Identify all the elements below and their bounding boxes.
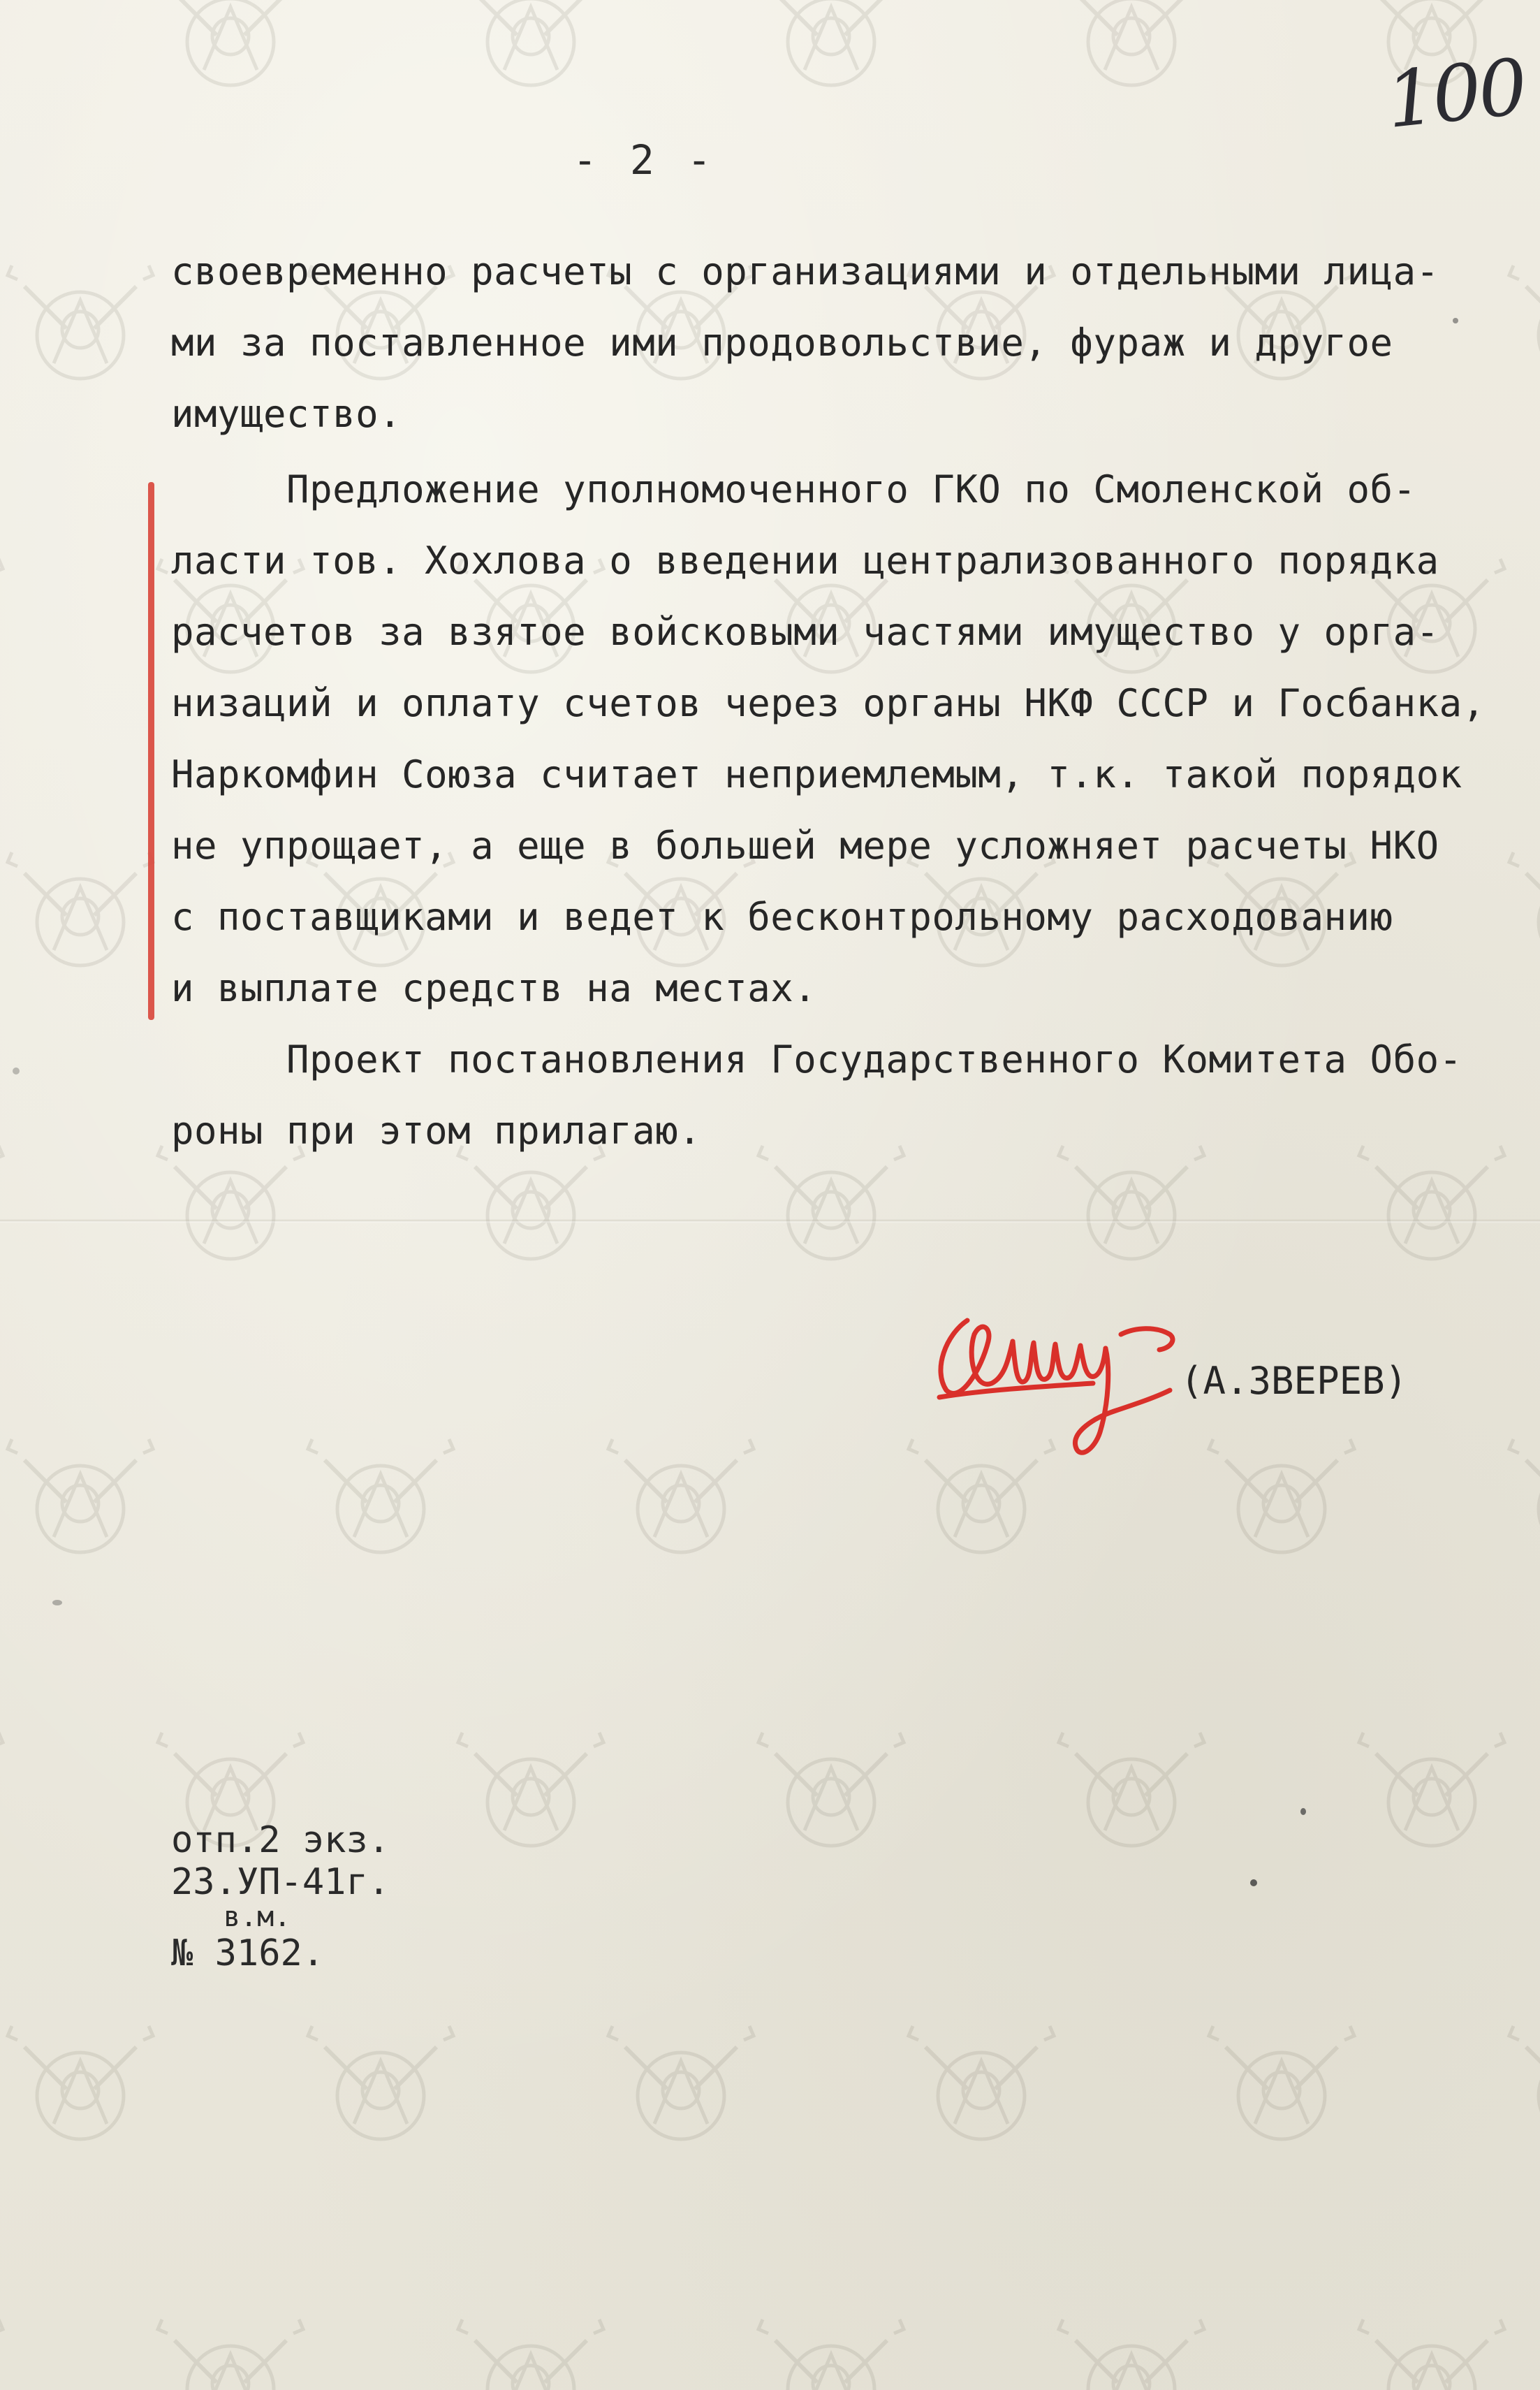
- watermark-emblem: [1509, 852, 1540, 966]
- watermark-emblem: [0, 1146, 3, 1259]
- body-line: имущество.: [171, 392, 402, 436]
- watermark-emblem: [458, 1146, 603, 1259]
- body-line: с поставщиками и ведет к бесконтрольному расходованию: [171, 895, 1393, 939]
- watermark-emblem: [758, 1733, 904, 1846]
- body-line: Проект постановления Государственного Комитета Обо-: [171, 1037, 1462, 1081]
- handwritten-signature: [925, 1292, 1184, 1481]
- body-line: роны при этом прилагаю.: [171, 1109, 702, 1153]
- watermark-emblem: [0, 0, 3, 85]
- watermark-emblem: [8, 265, 153, 379]
- watermark-emblem: [158, 1146, 303, 1259]
- paper-fold: [0, 1219, 1540, 1223]
- signatory-name: (А.ЗВЕРЕВ): [1180, 1359, 1408, 1403]
- watermark-emblem: [1209, 1439, 1354, 1552]
- body-line: не упрощает, а еще в большей мере усложняет расчеты НКО: [171, 824, 1439, 868]
- body-line: Предложение уполномоченного ГКО по Смоленской об-: [171, 467, 1416, 511]
- page-number: - 2 -: [573, 136, 716, 184]
- body-line: расчетов за взятое войсковыми частями имущество у орга-: [171, 610, 1439, 654]
- watermark-emblem: [0, 2319, 3, 2390]
- watermark-emblem: [8, 852, 153, 966]
- ink-spot: [1300, 1808, 1306, 1815]
- watermark-emblem: [0, 1733, 3, 1846]
- watermark-emblem: [1359, 1733, 1504, 1846]
- watermark-emblem: [0, 559, 3, 672]
- archive-sheet-number: 100: [1381, 42, 1530, 145]
- watermark-emblem: [1359, 2319, 1504, 2390]
- watermark-emblem: [308, 1439, 453, 1552]
- watermark-emblem: [909, 2026, 1054, 2139]
- initials-note: в.м.: [223, 1901, 291, 1933]
- watermark-emblem: [158, 2319, 303, 2390]
- watermark-emblem: [1059, 2319, 1204, 2390]
- watermark-emblem: [608, 1439, 754, 1552]
- watermark-emblem: [308, 2026, 453, 2139]
- watermark-emblem: [758, 1146, 904, 1259]
- watermark-emblem: [758, 2319, 904, 2390]
- body-line: Наркомфин Союза считает неприемлемым, т.к. такой порядок: [171, 752, 1462, 796]
- watermark-emblem: [1059, 1733, 1204, 1846]
- ink-spot: [1250, 1879, 1257, 1886]
- watermark-emblem: [1509, 265, 1540, 379]
- watermark-emblem: [608, 2026, 754, 2139]
- watermark-emblem: [458, 2319, 603, 2390]
- date-note: 23.УП-41г.: [171, 1861, 390, 1903]
- body-line: ласти тов. Хохлова о введении централизованного порядка: [171, 539, 1439, 583]
- body-line: и выплате средств на местах.: [171, 966, 817, 1010]
- watermark-emblem: [1059, 1146, 1204, 1259]
- body-line: низаций и оплату счетов через органы НКФ СССР и Госбанка,: [171, 681, 1486, 725]
- watermark-emblem: [1209, 2026, 1354, 2139]
- ink-spot: [13, 1068, 20, 1074]
- ink-spot: [1453, 318, 1458, 323]
- watermark-emblem: [458, 1733, 603, 1846]
- registration-number: № 3162.: [171, 1932, 325, 1974]
- body-line: своевременно расчеты с организациями и отдельными лица-: [171, 249, 1439, 293]
- watermark-emblem: [1509, 1439, 1540, 1552]
- ink-spot: [52, 1600, 62, 1605]
- margin-highlight-mark: [148, 482, 154, 1020]
- watermark-emblem: [458, 0, 603, 85]
- watermark-emblem: [8, 1439, 153, 1552]
- watermark-emblem: [8, 2026, 153, 2139]
- body-line: ми за поставленное ими продовольствие, фураж и другое: [171, 321, 1393, 365]
- copies-note: отп.2 экз.: [171, 1819, 390, 1861]
- watermark-emblem: [758, 0, 904, 85]
- watermark-emblem: [158, 0, 303, 85]
- watermark-emblem: [1509, 2026, 1540, 2139]
- watermark-emblem: [1359, 1146, 1504, 1259]
- watermark-emblem: [1059, 0, 1204, 85]
